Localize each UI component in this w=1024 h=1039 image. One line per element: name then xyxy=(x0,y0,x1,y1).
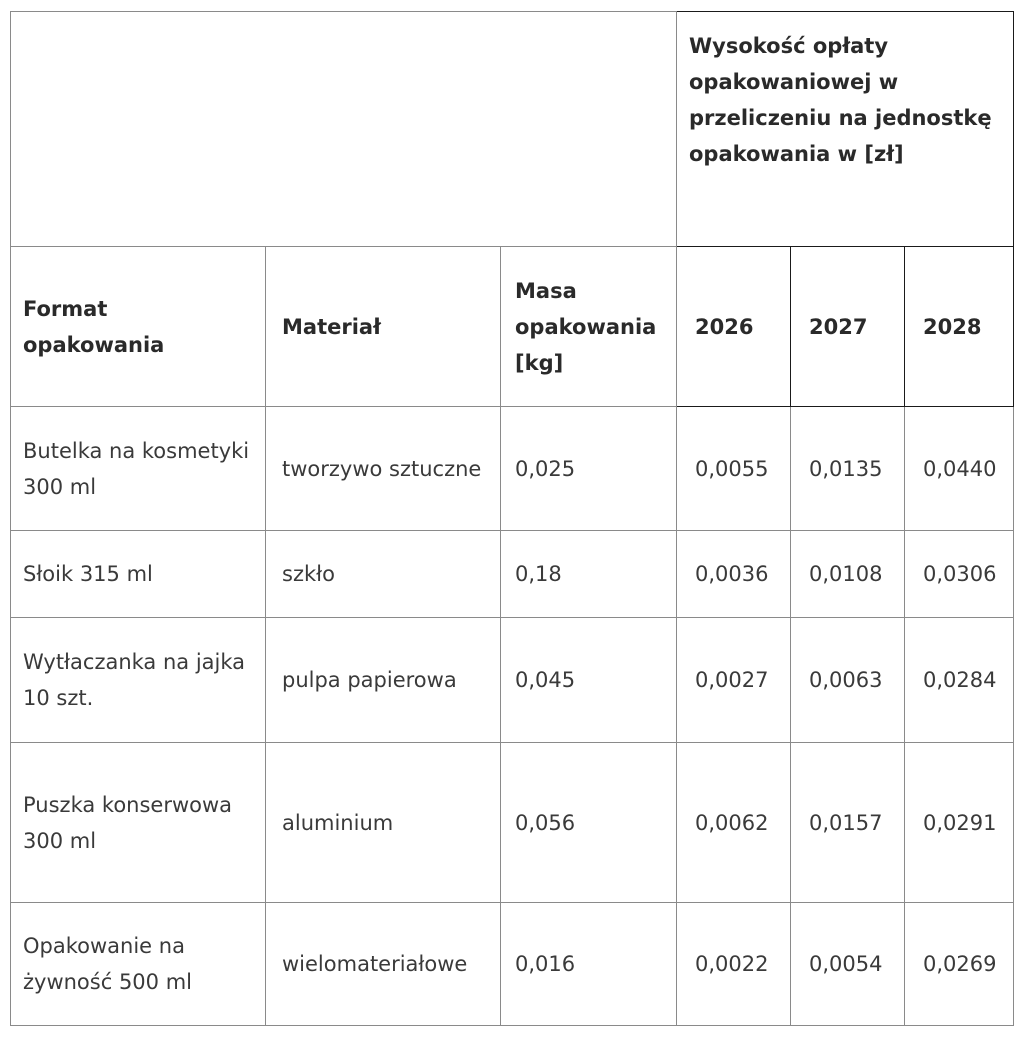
material-cell: aluminium xyxy=(266,743,501,903)
format-cell: Puszka konserwowa 300 ml xyxy=(11,743,266,903)
table-row xyxy=(11,618,1014,743)
fee-2028-cell: 0,0284 xyxy=(905,618,1014,743)
table-row xyxy=(11,407,1014,531)
packaging-fee-table xyxy=(10,11,1014,1026)
year-2026-header: 2026 xyxy=(677,247,791,407)
mass-cell: 0,016 xyxy=(501,903,677,1026)
fee-2027-cell: 0,0054 xyxy=(791,903,905,1026)
fee-2028-cell: 0,0269 xyxy=(905,903,1014,1026)
format-cell: Słoik 315 ml xyxy=(11,531,266,618)
material-cell: pulpa papierowa xyxy=(266,618,501,743)
fee-2028-cell: 0,0291 xyxy=(905,743,1014,903)
fee-2026-cell: 0,0022 xyxy=(677,903,791,1026)
mass-header: Masa opakowania [kg] xyxy=(501,247,677,407)
material-cell: szkło xyxy=(266,531,501,618)
fee-2028-cell: 0,0306 xyxy=(905,531,1014,618)
material-cell: tworzywo sztuczne xyxy=(266,407,501,531)
empty-header-cell xyxy=(11,12,677,247)
format-header: Format opakowania xyxy=(11,247,266,407)
table-row xyxy=(11,531,1014,618)
table-row xyxy=(11,903,1014,1026)
table-row xyxy=(11,743,1014,903)
material-cell: wielomateriałowe xyxy=(266,903,501,1026)
table-header-top-row xyxy=(11,12,1014,247)
fee-2026-cell: 0,0036 xyxy=(677,531,791,618)
fee-2026-cell: 0,0062 xyxy=(677,743,791,903)
fee-2028-cell: 0,0440 xyxy=(905,407,1014,531)
mass-cell: 0,025 xyxy=(501,407,677,531)
format-cell: Wytłaczanka na jajka 10 szt. xyxy=(11,618,266,743)
fee-2027-cell: 0,0135 xyxy=(791,407,905,531)
format-cell: Opakowanie na żywność 500 ml xyxy=(11,903,266,1026)
fee-2027-cell: 0,0157 xyxy=(791,743,905,903)
mass-cell: 0,045 xyxy=(501,618,677,743)
year-2028-header: 2028 xyxy=(905,247,1014,407)
material-header: Materiał xyxy=(266,247,501,407)
mass-cell: 0,056 xyxy=(501,743,677,903)
fee-2027-cell: 0,0108 xyxy=(791,531,905,618)
fee-2026-cell: 0,0027 xyxy=(677,618,791,743)
format-cell: Butelka na kosmetyki 300 ml xyxy=(11,407,266,531)
fee-group-header: Wysokość opłaty opakowaniowej w przeliczeniu na jednostkę opakowania w [zł] xyxy=(677,12,1014,247)
fee-2027-cell: 0,0063 xyxy=(791,618,905,743)
year-2027-header: 2027 xyxy=(791,247,905,407)
fee-2026-cell: 0,0055 xyxy=(677,407,791,531)
table-header-row xyxy=(11,247,1014,407)
mass-cell: 0,18 xyxy=(501,531,677,618)
